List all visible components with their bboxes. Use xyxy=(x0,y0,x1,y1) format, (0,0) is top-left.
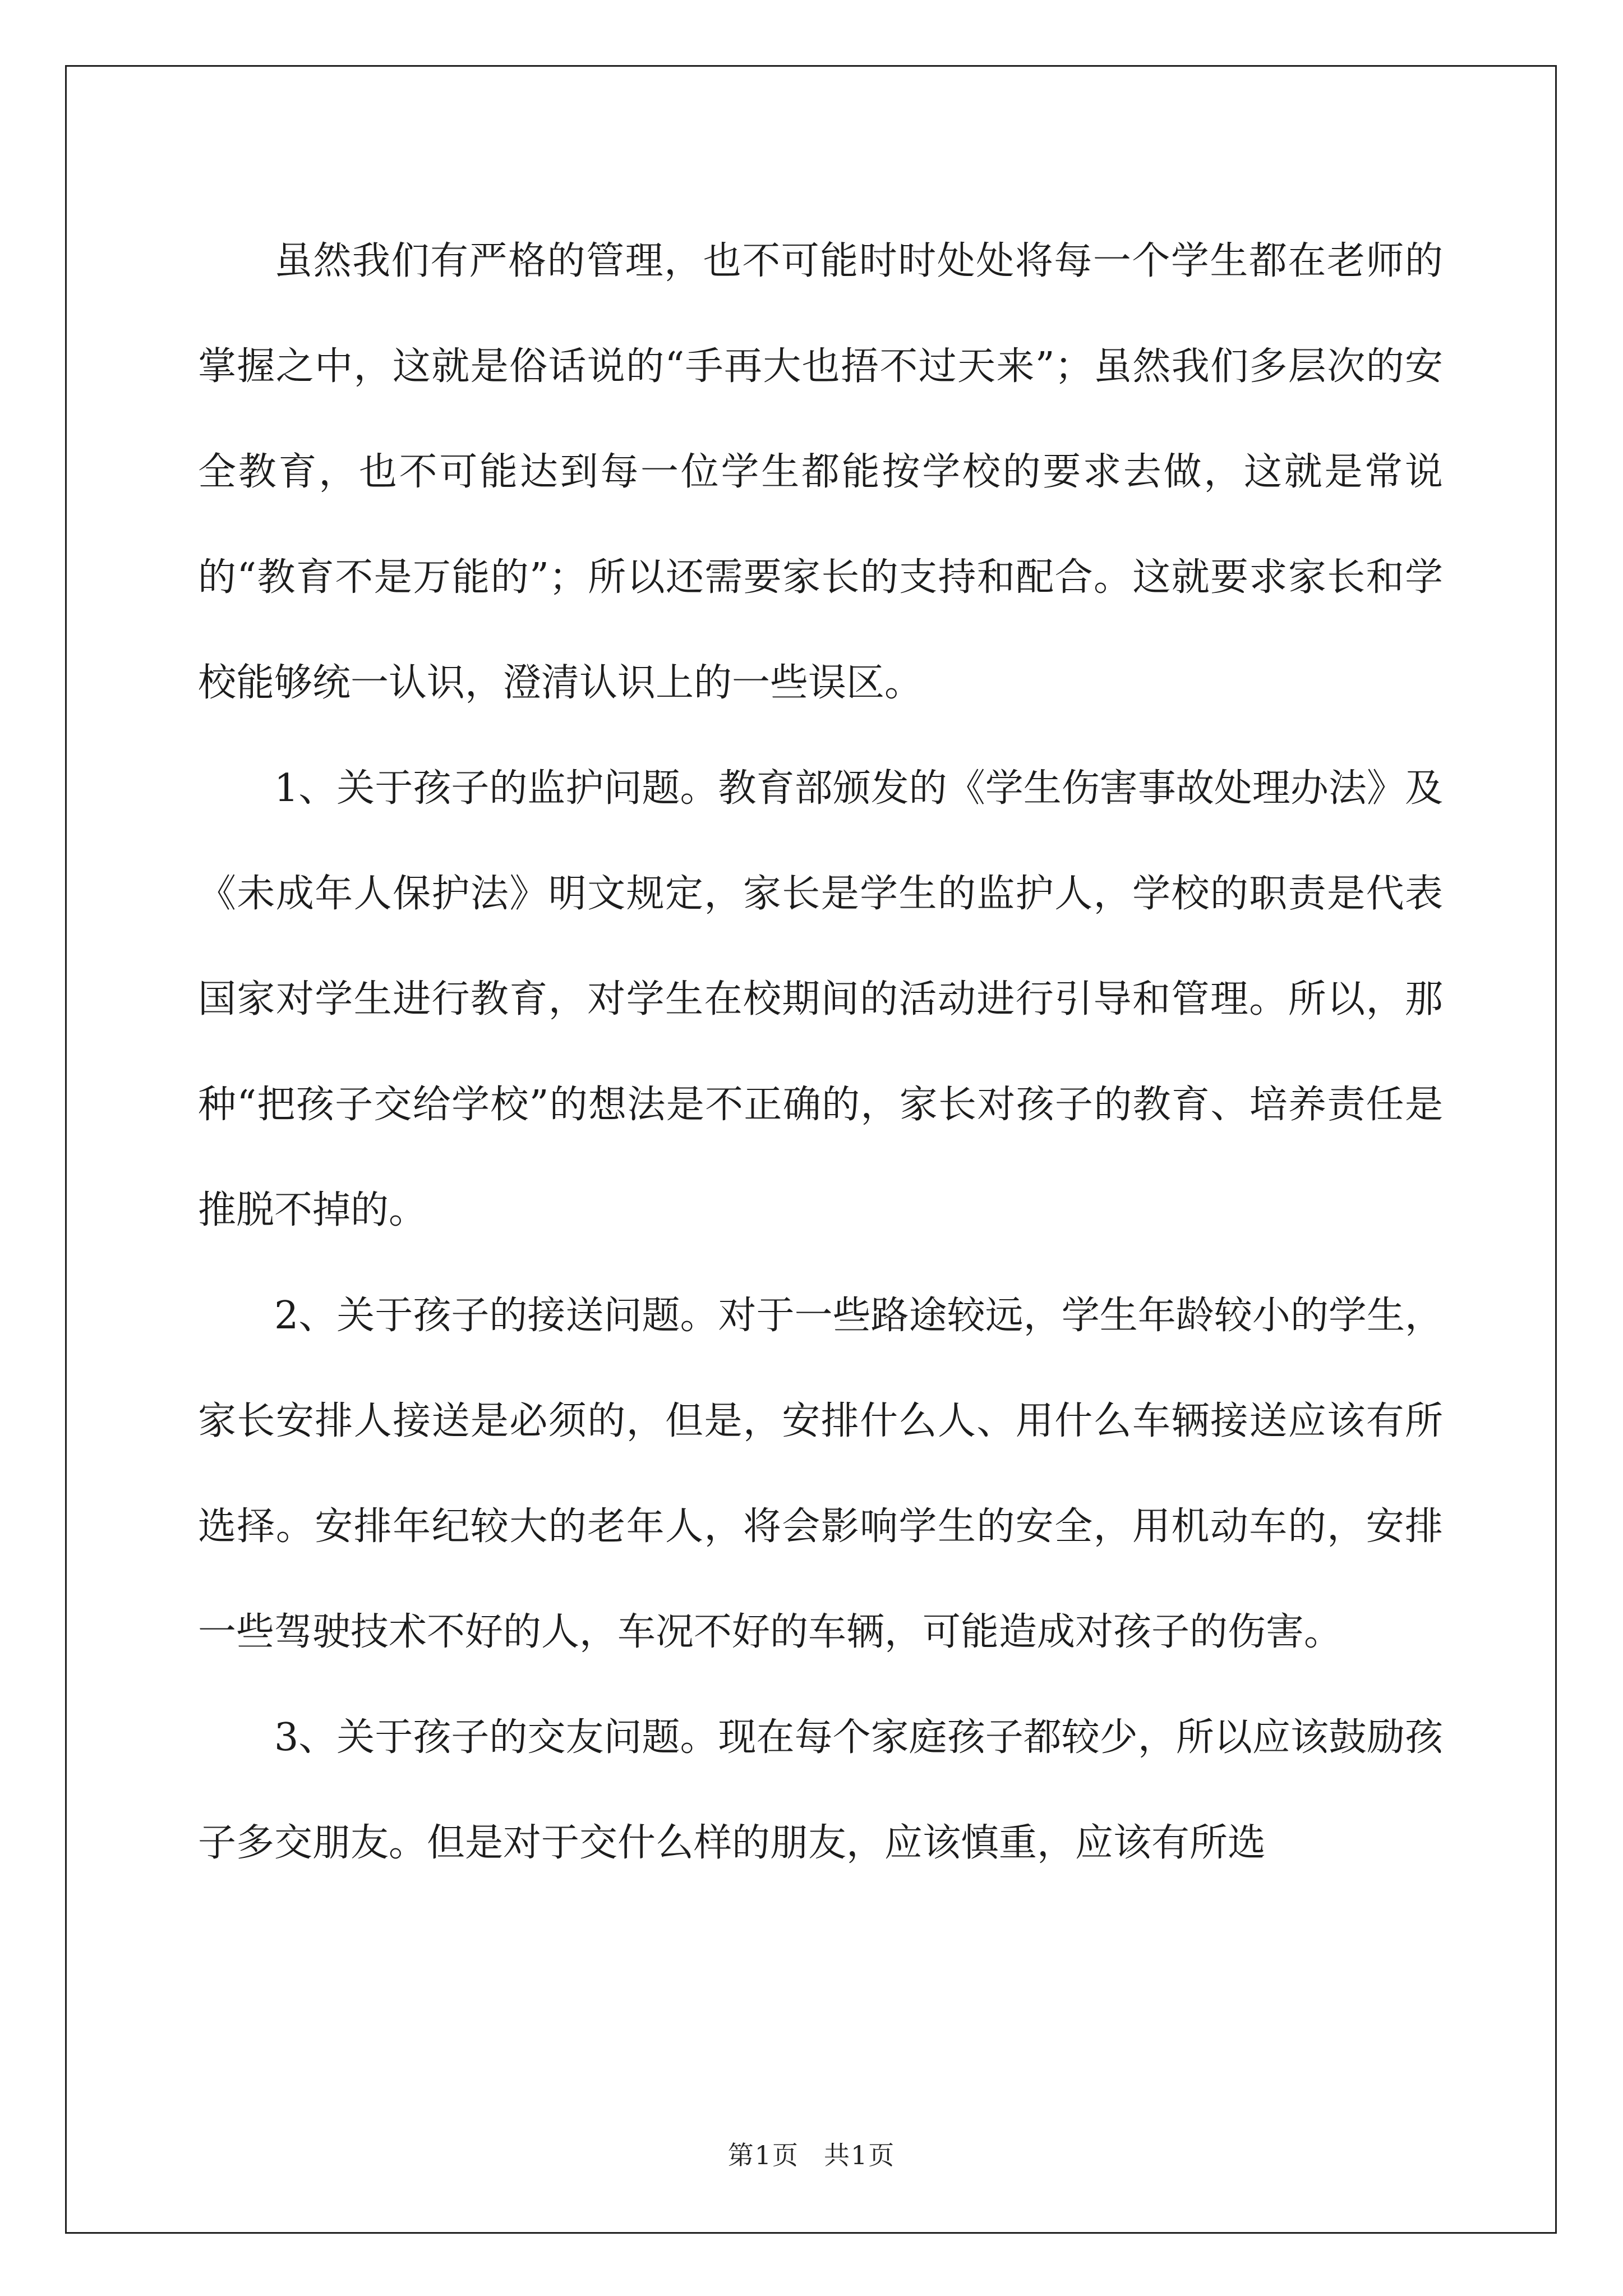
paragraph-friends: 3、关于孩子的交友问题。现在每个家庭孩子都较少，所以应该鼓励孩子多交朋友。但是对于交什么样的朋友，应该慎重，应该有所选 xyxy=(198,1715,1443,1865)
page-number-current: 第1页 xyxy=(727,2140,799,2170)
page-footer xyxy=(0,2135,1623,2172)
document-body xyxy=(198,209,1443,1896)
paragraph-guardianship: 1、关于孩子的监护问题。教育部颁发的《学生伤害事故处理办法》及《未成年人保护法》明文规定，家长是学生的监护人，学校的职责是代表国家对学生进行教育，对学生在校期间的活动进行引导和管理。所以，那种“把孩子交给学校”的想法是不正确的，家长对孩子的教育、培养责任是推脱不掉的。 xyxy=(198,766,1443,1232)
page-number-total: 共1页 xyxy=(824,2140,896,2170)
paragraph-intro: 虽然我们有严格的管理，也不可能时时处处将每一个学生都在老师的掌握之中，这就是俗话说的“手再大也捂不过天来”；虽然我们多层次的安全教育，也不可能达到每一位学生都能按学校的要求去做，这就是常说的“教育不是万能的”；所以还需要家长的支持和配合。这就要求家长和学校能够统一认识，澄清认识上的一些误区。 xyxy=(198,239,1443,705)
paragraph-pickup: 2、关于孩子的接送问题。对于一些路途较远，学生年龄较小的学生，家长安排人接送是必须的，但是，安排什么人、用什么车辆接送应该有所选择。安排年纪较大的老年人，将会影响学生的安全，用机动车的，安排一些驾驶技术不好的人，车况不好的车辆，可能造成对孩子的伤害。 xyxy=(198,1294,1443,1654)
